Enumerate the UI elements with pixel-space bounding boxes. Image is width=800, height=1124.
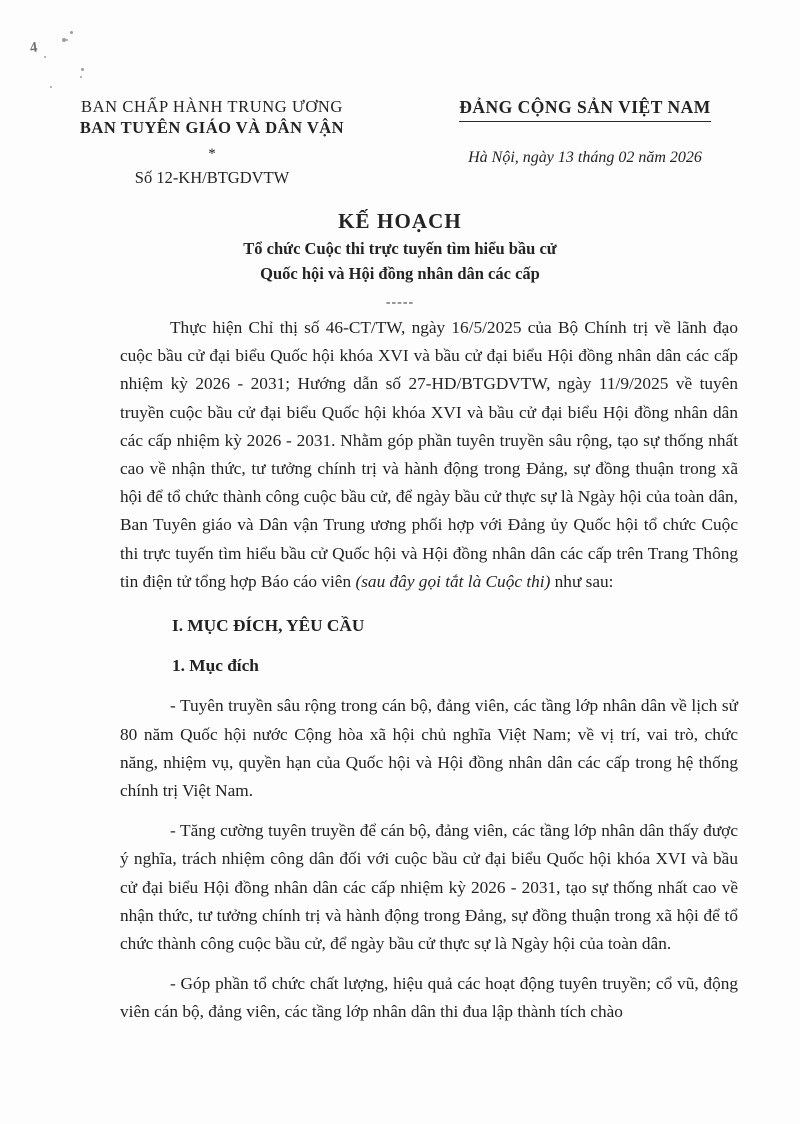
purpose-bullet-1: - Tuyên truyền sâu rộng trong cán bộ, đảng viên, các tầng lớp nhân dân về lịch sử 80 năm Quốc hội nước Cộng hòa xã hội chủ nghĩa Việt Nam; về vị trí, vai trò, chức năng, nhiệm vụ, quyền hạn của Quốc hội và Hội đồng nhân dân các cấp trong hệ thống chính trị Việt Nam. (120, 696, 738, 801)
organization-parent-name: BAN CHẤP HÀNH TRUNG ƯƠNG (81, 97, 343, 116)
national-heading: ĐẢNG CỘNG SẢN VIỆT NAM (459, 96, 711, 122)
intro-text-part-1: Thực hiện Chỉ thị số 46-CT/TW, ngày 16/5/2025 của Bộ Chính trị về lãnh đạo cuộc bầu cử đại biểu Quốc hội khóa XVI và bầu cử đại biểu Hội đồng nhân dân các cấp nhiệm kỳ 2026 - 2031; Hướng dẫn số 27-HD/BTGDVTW, ngày 11/9/2025 về tuyên truyền cuộc bầu cử đại biểu Quốc hội khóa XVI và bầu cử đại biểu Hội đồng nhân dân các cấp nhiệm kỳ 2026 - 2031. Nhằm góp phần tuyên truyền sâu rộng, tạo sự thống nhất cao về nhận thức, tư tưởng chính trị và hành động trong Đảng, sự đồng thuận trong xã hội để tổ chức thành công cuộc bầu cử, để ngày bầu cử thực sự là Ngày hội của toàn dân, Ban Tuyên giáo và Dân vận Trung ương phối hợp với Đảng ủy Quốc hội tổ chức Cuộc thi trực tuyến tìm hiểu bầu cử Quốc hội và Hội đồng nhân dân các cấp trên Trang Thông tin điện tử tổng hợp Báo cáo viên (120, 318, 738, 591)
place-and-date: Hà Nội, ngày 13 tháng 02 năm 2026 (468, 149, 702, 166)
document-header (0, 96, 800, 189)
scan-speck (81, 68, 84, 71)
purpose-bullet-3: - Góp phần tổ chức chất lượng, hiệu quả các hoạt động tuyên truyền; cổ vũ, động viên cán bộ, đảng viên, các tầng lớp nhân dân thi đua lập thành tích chào (120, 974, 738, 1022)
document-body (120, 314, 738, 1029)
document-number: Số 12-KH/BTGDVTW (134, 168, 290, 187)
scan-speck (70, 31, 73, 34)
scan-annotation-mark: 4 (28, 39, 39, 57)
scan-speck (66, 39, 68, 41)
scan-speck (44, 56, 46, 58)
subsection-heading-1: 1. Mục đích (172, 656, 259, 676)
document-type-title: KẾ HOẠCH (338, 209, 462, 233)
document-title-block (0, 208, 800, 312)
scan-speck (80, 76, 82, 78)
section-heading-i: I. MỤC ĐÍCH, YÊU CẦU (172, 616, 365, 636)
document-subtitle-line-1: Tổ chức Cuộc thi trực tuyến tìm hiểu bầu cử (243, 239, 557, 258)
separator-asterisk: * (208, 146, 216, 162)
national-heading-block (400, 96, 800, 169)
issuing-organization-block (0, 96, 400, 189)
purpose-bullet-2: - Tăng cường tuyên truyền để cán bộ, đảng viên, các tầng lớp nhân dân thấy được ý nghĩa, trách nhiệm công dân đối với cuộc bầu cử đại biểu Quốc hội khóa XVI và bầu cử đại biểu Hội đồng nhân dân các cấp nhiệm kỳ 2026 - 2031, tạo sự thống nhất cao về nhận thức, tư tưởng chính trị và hành động trong Đảng, sự đồng thuận trong xã hội để tổ chức thành công cuộc bầu cử, để ngày bầu cử thực sự là Ngày hội của toàn dân. (120, 821, 738, 954)
intro-abbreviation-note: (sau đây gọi tắt là Cuộc thi) (355, 571, 551, 591)
document-subtitle-line-2: Quốc hội và Hội đồng nhân dân các cấp (260, 264, 540, 283)
intro-text-part-2: như sau: (550, 571, 614, 591)
organization-name: BAN TUYÊN GIÁO VÀ DÂN VẬN (79, 118, 345, 137)
title-separator-rule: ----- (385, 295, 415, 310)
intro-paragraph (120, 314, 738, 596)
scan-speck (50, 86, 52, 88)
